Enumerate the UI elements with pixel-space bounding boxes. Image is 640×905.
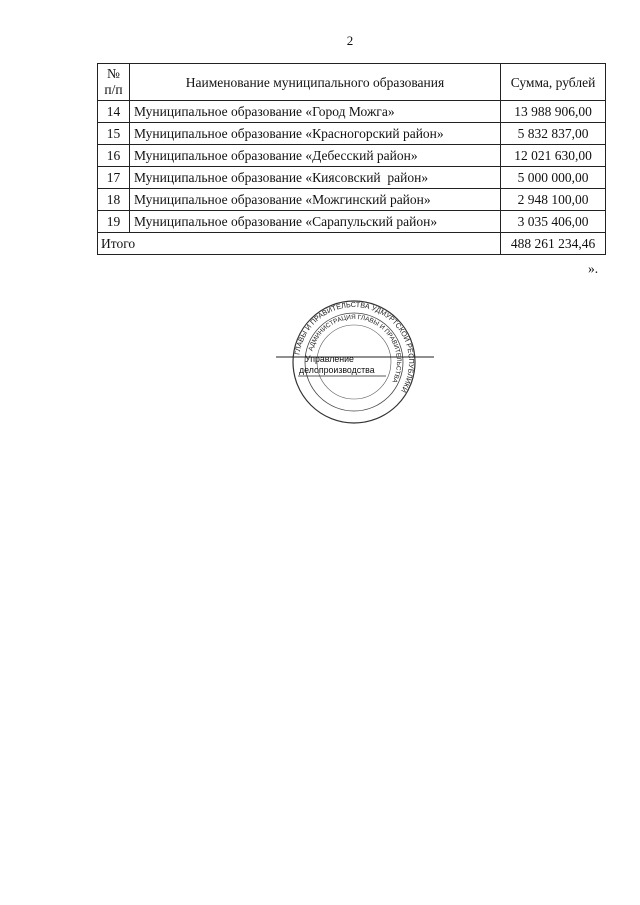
header-name: Наименование муниципального образования	[130, 64, 501, 101]
municipal-sums-table	[97, 63, 606, 255]
row-name: Муниципальное образование «Дебесский район»	[130, 145, 501, 167]
total-sum: 488 261 234,46	[501, 233, 606, 255]
row-number: 18	[98, 189, 130, 211]
table-row	[98, 101, 606, 123]
table-row	[98, 167, 606, 189]
row-name: Муниципальное образование «Красногорский район»	[130, 123, 501, 145]
stamp-inner-text: АДМИНИСТРАЦИЯ ГЛАВЫ И ПРАВИТЕЛЬСТВА	[307, 313, 403, 384]
row-sum: 13 988 906,00	[501, 101, 606, 123]
stamp-seal-graphic	[268, 300, 440, 424]
stamp-label-line2: делопроизводства	[299, 365, 375, 375]
table-row	[98, 211, 606, 233]
row-sum: 5 832 837,00	[501, 123, 606, 145]
row-number: 17	[98, 167, 130, 189]
row-sum: 3 035 406,00	[501, 211, 606, 233]
row-name: Муниципальное образование «Город Можга»	[130, 101, 501, 123]
row-sum: 2 948 100,00	[501, 189, 606, 211]
stamp-label-line1: Управление	[305, 354, 354, 364]
row-number: 16	[98, 145, 130, 167]
header-number	[98, 64, 130, 101]
table-total-row	[98, 233, 606, 255]
row-name: Муниципальное образование «Сарапульский район»	[130, 211, 501, 233]
table-row	[98, 145, 606, 167]
table-header-row	[98, 64, 606, 101]
table-row	[98, 189, 606, 211]
header-number-label: № п/п	[104, 66, 123, 97]
row-number: 19	[98, 211, 130, 233]
municipal-sums-table-wrapper	[97, 63, 606, 255]
official-stamp	[268, 300, 440, 424]
total-label: Итого	[98, 233, 501, 255]
row-sum: 12 021 630,00	[501, 145, 606, 167]
row-sum: 5 000 000,00	[501, 167, 606, 189]
header-sum: Сумма, рублей	[501, 64, 606, 101]
closing-quote: ».	[588, 261, 599, 276]
page-number: 2	[346, 33, 354, 48]
row-number: 14	[98, 101, 130, 123]
row-name: Муниципальное образование «Киясовский район»	[130, 167, 501, 189]
table-row	[98, 123, 606, 145]
row-name: Муниципальное образование «Можгинский район»	[130, 189, 501, 211]
stamp-outer-text: ГЛАВЫ И ПРАВИТЕЛЬСТВА УДМУРТСКОЙ РЕСПУБЛИКИ	[292, 300, 417, 395]
row-number: 15	[98, 123, 130, 145]
